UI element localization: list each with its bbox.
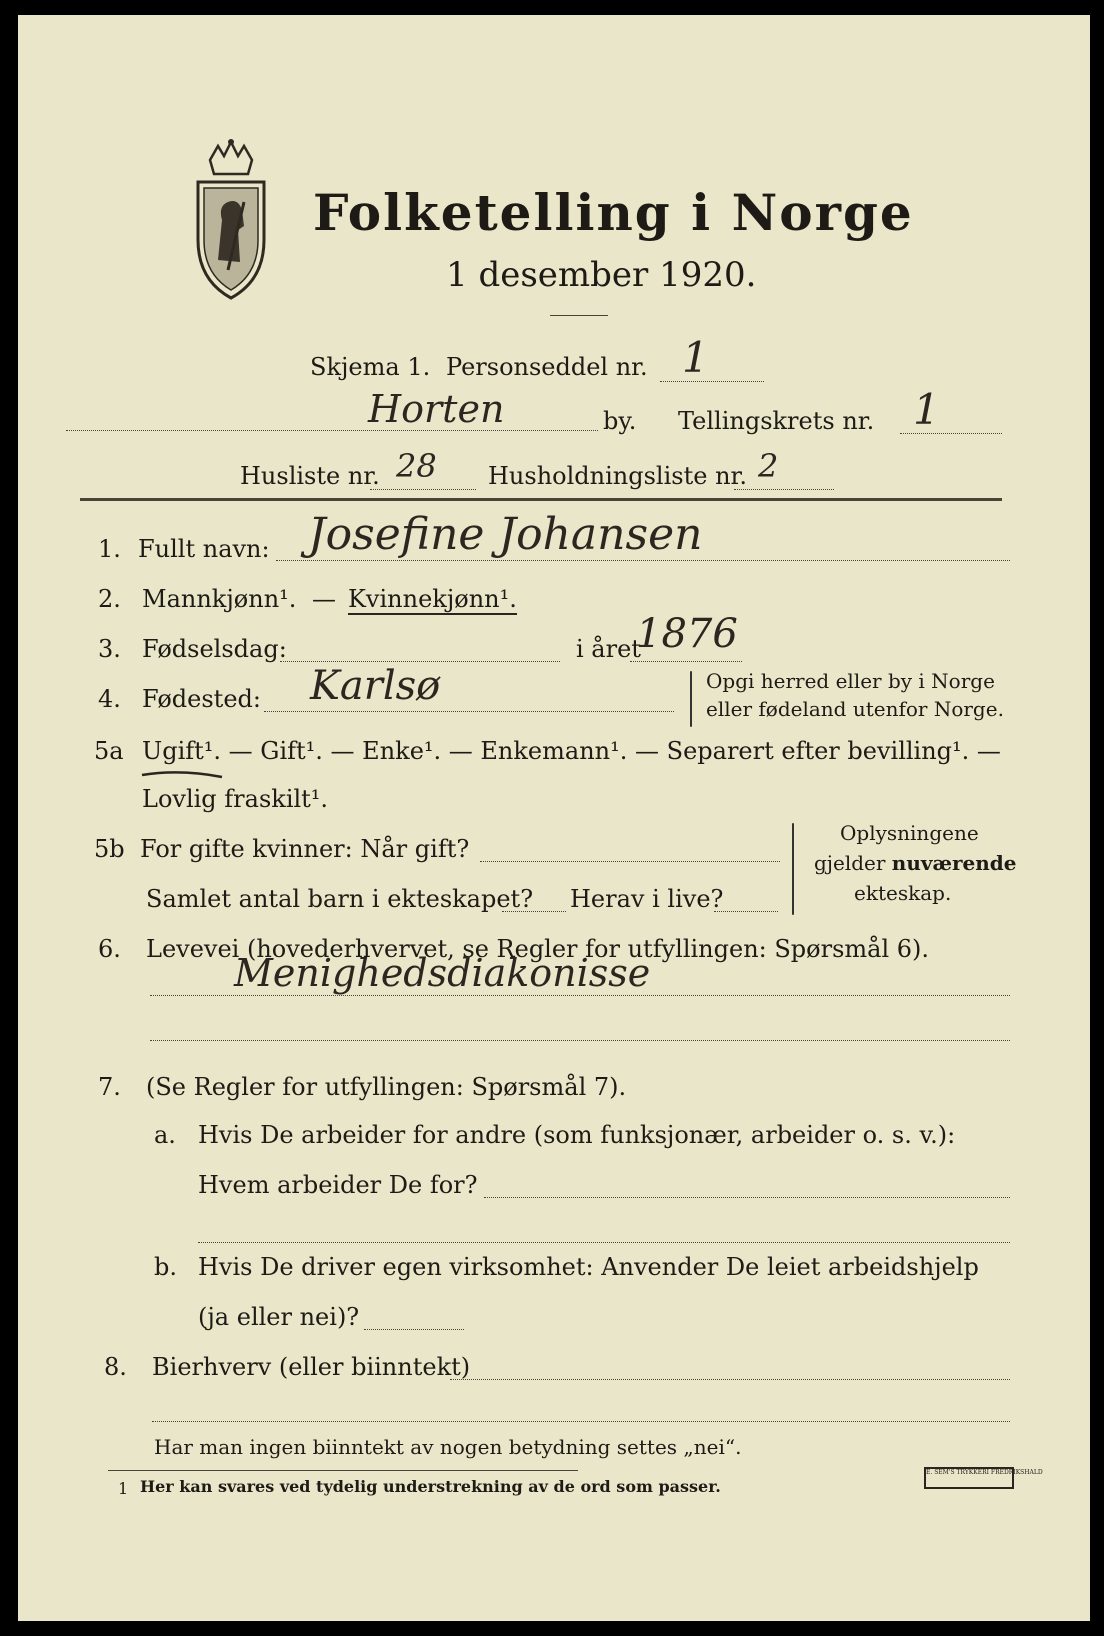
q1-number: 1.: [98, 535, 121, 563]
birthplace-value[interactable]: Karlsø: [310, 663, 441, 709]
q5a-number: 5a: [94, 737, 124, 765]
occupation-line-1: [150, 995, 1010, 996]
q7b-letter: b.: [154, 1253, 177, 1281]
ugift-underline-mark: [140, 767, 224, 781]
year-line: [630, 661, 742, 662]
q4-number: 4.: [98, 685, 121, 713]
husholdning-label: Husholdningsliste nr.: [488, 462, 747, 490]
q7a-label: Hvis De arbeider for andre (som funksjonær, arbeider o. s. v.):: [198, 1121, 956, 1149]
by-label: by.: [603, 407, 637, 435]
skjema-label: Skjema 1.: [310, 353, 431, 381]
q4-brace: [690, 671, 692, 727]
employer-label: Hvem arbeider De for?: [198, 1171, 478, 1199]
q7a-letter: a.: [154, 1121, 176, 1149]
children-count-line: [502, 911, 566, 912]
q8-note: Har man ingen biinntekt av nogen betydning settes „nei“.: [154, 1435, 742, 1459]
husliste-line: [370, 489, 476, 490]
census-date: 1 desember 1920.: [446, 255, 757, 295]
children-alive-label: Herav i live?: [570, 885, 724, 913]
married-date-line: [480, 861, 780, 862]
q7-number: 7.: [98, 1073, 121, 1101]
children-alive-line: [714, 911, 778, 912]
q7-label: (Se Regler for utfyllingen: Spørsmål 7).: [146, 1073, 627, 1101]
printer-stamp: [924, 1467, 1043, 1489]
q3-number: 3.: [98, 635, 121, 663]
marital-status-options[interactable]: Ugift¹. — Gift¹. — Enke¹. — Enkemann¹. — Separert efter bevilling¹. —: [142, 737, 1001, 765]
mannkjonn-option[interactable]: Mannkjønn¹.: [142, 585, 297, 613]
q5b-married-label: For gifte kvinner: Når gift?: [140, 835, 470, 863]
census-form: [18, 15, 1090, 1621]
form-title: Folketelling i Norge: [313, 183, 914, 242]
q5b-note-line3: ekteskap.: [854, 881, 952, 905]
occupation-line-2: [150, 1040, 1010, 1041]
q2-dash: —: [312, 585, 336, 613]
q7b-label: Hvis De driver egen virksomhet: Anvender De leiet arbeidshjelp: [198, 1253, 979, 1281]
q5b-brace: [792, 823, 794, 915]
employer-line-2[interactable]: [198, 1242, 1010, 1243]
q4-note-line1: Opgi herred eller by i Norge: [706, 669, 995, 693]
husholdning-line: [734, 489, 834, 490]
full-name-value[interactable]: Josefine Johansen: [308, 509, 703, 560]
q5b-note-gjelder: gjelder: [814, 851, 886, 875]
q4-note-line2: eller fødeland utenfor Norge.: [706, 697, 1004, 721]
children-count-label: Samlet antal barn i ekteskapet?: [146, 885, 534, 913]
side-income-line-1[interactable]: [450, 1379, 1010, 1380]
q1-line: [276, 560, 1010, 561]
q8-number: 8.: [104, 1353, 127, 1381]
tellingskrets-value[interactable]: 1: [913, 385, 940, 434]
q4-label: Fødested:: [142, 685, 261, 713]
q5b-note-line1: Oplysningene: [840, 821, 979, 845]
q2-number: 2.: [98, 585, 121, 613]
personseddel-label: Personseddel nr.: [446, 353, 648, 381]
tellingskrets-label: Tellingskrets nr.: [678, 407, 875, 435]
hired-help-label: (ja eller nei)?: [198, 1303, 360, 1331]
by-line: [66, 430, 598, 431]
side-income-line-2[interactable]: [152, 1421, 1010, 1422]
birthday-line: [280, 661, 560, 662]
husholdning-value[interactable]: 2: [758, 447, 779, 485]
footnote-divider: [108, 1470, 578, 1471]
birthplace-line: [264, 711, 674, 712]
q5b-note-current: nuværende: [891, 851, 1017, 875]
printer-stamp-text: E. SEM'S TRYKKERI FREDRIKSHALD: [926, 1469, 1043, 1476]
occupation-value[interactable]: Menighedsdiakonisse: [234, 951, 651, 995]
husliste-value[interactable]: 28: [396, 447, 437, 485]
q3-label: Fødselsdag:: [142, 635, 287, 663]
hired-help-line[interactable]: [364, 1329, 464, 1330]
q8-label: Bierhverv (eller biinntekt): [152, 1353, 471, 1381]
q6-label: Levevei (hovederhvervet, se Regler for utfyllingen: Spørsmål 6).: [146, 935, 930, 963]
personseddel-line: [660, 381, 764, 382]
norway-coat-of-arms-icon: [188, 140, 274, 300]
by-value[interactable]: Horten: [368, 387, 505, 431]
kvinnekjonn-option[interactable]: Kvinnekjønn¹.: [348, 585, 517, 613]
q5b-number: 5b: [94, 835, 125, 863]
q1-label: Fullt navn:: [138, 535, 270, 563]
section-divider: [80, 498, 1002, 501]
personseddel-value[interactable]: 1: [682, 333, 709, 382]
footnote-text: Her kan svares ved tydelig understrekning av de ord som passer.: [140, 1477, 721, 1496]
year-label: i året: [576, 635, 641, 663]
birth-year-value[interactable]: 1876: [636, 611, 738, 657]
husliste-label: Husliste nr.: [240, 462, 380, 490]
employer-line-1[interactable]: [484, 1197, 1010, 1198]
lovlig-fraskilt-option[interactable]: Lovlig fraskilt¹.: [142, 785, 329, 813]
divider: [550, 315, 608, 316]
q6-number: 6.: [98, 935, 121, 963]
footnote-mark: 1: [118, 1479, 129, 1498]
